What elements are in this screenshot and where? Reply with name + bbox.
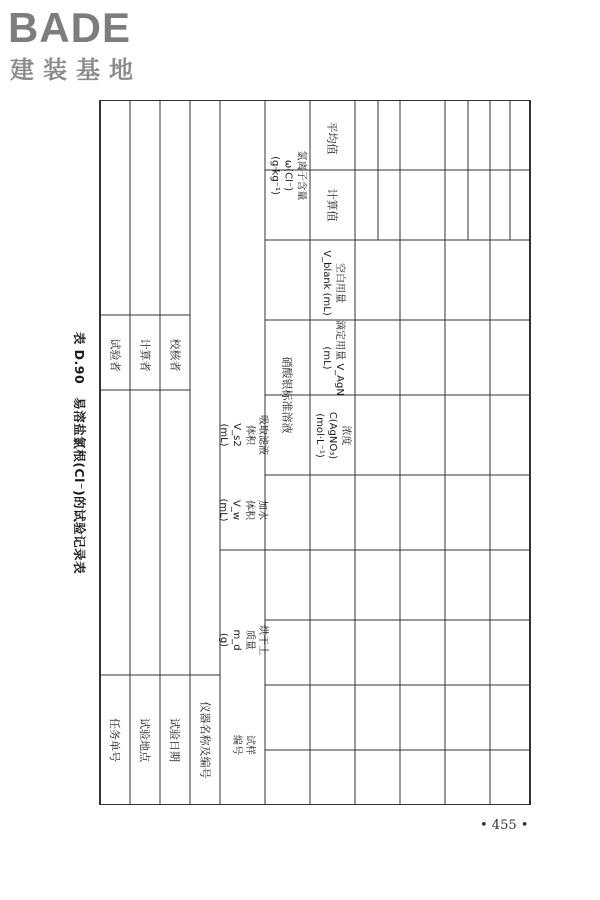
- page-number: • 455 •: [480, 818, 529, 833]
- bade-logo: [8, 6, 178, 90]
- test-site-label: 试验地点: [138, 718, 151, 762]
- table-title: 表 D.90 易溶盐氯根(Cl⁻)的试验记录表: [72, 331, 88, 574]
- record-table: [60, 100, 560, 805]
- test-date-label: 试验日期: [168, 718, 181, 762]
- calculator-label: 计算者: [138, 338, 151, 372]
- instrument-label: 仪器名称及编号: [198, 701, 211, 779]
- dry-soil-header: 烘干土 质量 m_d (g): [217, 625, 268, 655]
- tester-label: 试验者: [108, 338, 121, 372]
- sample-header: 试样 编号: [230, 735, 255, 755]
- water-header: 加水 体积 V_w (mL): [217, 498, 268, 522]
- titration-header: 滴定用量 V_AgN (mL): [320, 319, 345, 396]
- agno3-group-header: 硝酸银标准溶液: [280, 356, 294, 434]
- filtrate-header: 吸取滤液 体积 V_s2 (mL): [217, 415, 268, 455]
- blank-header: 空白用量 V_blank (mL): [320, 249, 345, 316]
- avg-header: 平均值: [325, 121, 339, 154]
- conc-header: 浓度 C(AgNO₃) (mol·L⁻¹): [314, 411, 351, 459]
- calc-header: 计算值: [325, 188, 339, 222]
- logo-subtitle: 建装基地: [10, 56, 142, 84]
- checker-label: 校核者: [168, 338, 181, 372]
- task-no-label: 任务单号: [108, 718, 121, 762]
- cl-group-header: 氯离子含量 ω(Cl⁻) (g·kg⁻¹): [269, 150, 306, 200]
- logo-brand: BADE: [8, 4, 132, 51]
